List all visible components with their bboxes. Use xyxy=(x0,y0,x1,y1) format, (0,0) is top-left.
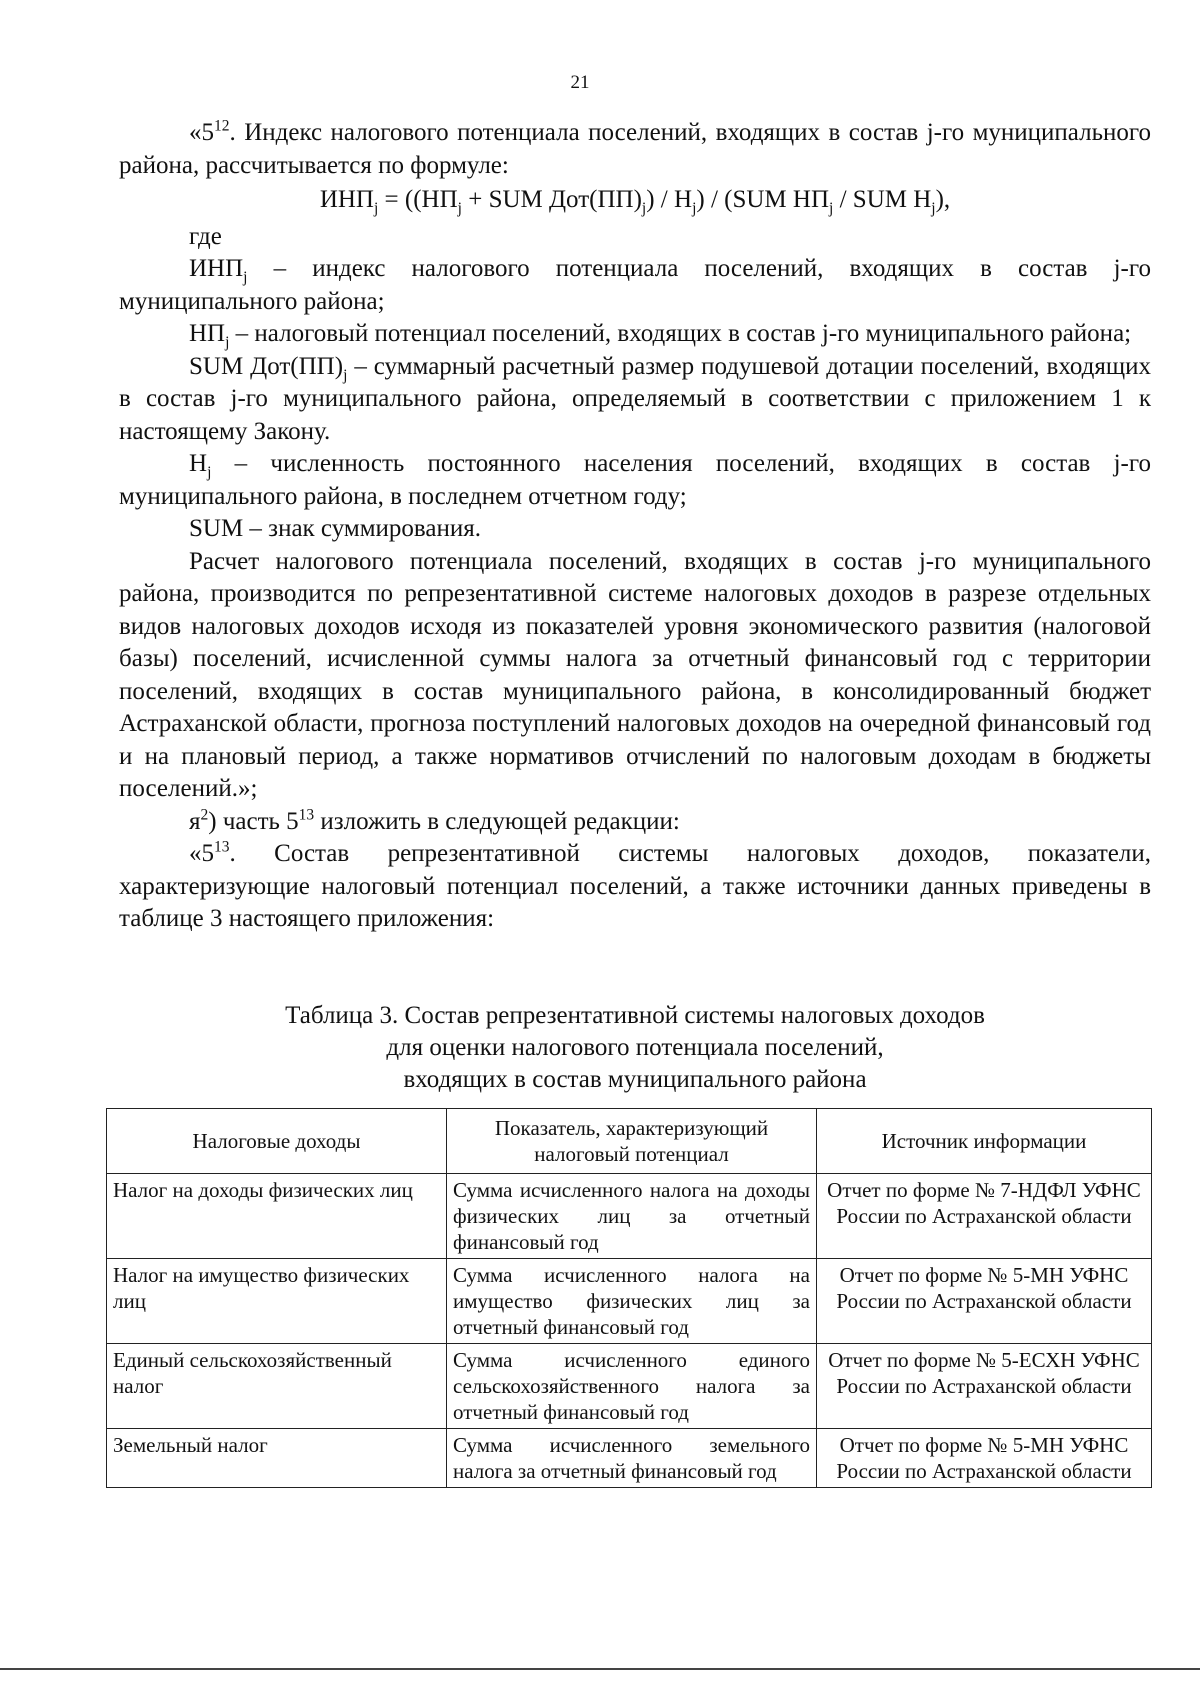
paragraph-5-13-intro: «$5^{13}$. Состав репрезентативной системы налоговых доходов, показатели, характеризующие налоговый потенциал поселений, а также источники данных приведены в таблице 3 настоящего приложения: xyxy=(119,838,1151,932)
cell-tax-name: Единый сельскохозяйственный налог xyxy=(107,1344,447,1429)
cell-tax-name: Земельный налог xyxy=(107,1429,447,1488)
cell-tax-name: Налог на имущество физических лиц xyxy=(107,1259,447,1344)
cell-source: Отчет по форме № 5-МН УФНС России по Астраханской области xyxy=(817,1429,1152,1488)
tax-revenue-table xyxy=(106,1108,1152,1488)
definition-np: $НП_j$ – налоговый потенциал поселений, входящих в состав j-го муниципального района; xyxy=(189,320,1132,351)
table-caption-line: входящих в состав муниципального района xyxy=(403,1066,867,1093)
cell-indicator: Сумма исчисленного земельного налога за отчетный финансовый год xyxy=(447,1429,817,1488)
table-body xyxy=(107,1174,1152,1488)
cell-indicator: Сумма исчисленного единого сельскохозяйственного налога за отчетный финансовый год xyxy=(447,1344,817,1429)
paragraph-5-12-intro: «$5^{12}$. Индекс налогового потенциала поселений, входящих в состав j-го муниципального района, рассчитывается по формуле: xyxy=(119,117,1151,179)
cell-source: Отчет по форме № 7-НДФЛ УФНС России по Астраханской области xyxy=(817,1174,1152,1259)
footer-divider xyxy=(0,1668,1200,1670)
cell-indicator: Сумма исчисленного налога на доходы физических лиц за отчетный финансовый год xyxy=(447,1174,817,1259)
definition-sum: SUM – знак суммирования. xyxy=(189,515,481,542)
cell-indicator: Сумма исчисленного налога на имущество физических лиц за отчетный финансовый год xyxy=(447,1259,817,1344)
table-caption-line: Таблица 3. Состав репрезентативной системы налоговых доходов xyxy=(285,1002,985,1029)
table-row xyxy=(107,1259,1152,1344)
cell-source: Отчет по форме № 5-ЕСХН УФНС России по Астраханской области xyxy=(817,1344,1152,1429)
definition-sum-dot: SUM $Дот(ПП)_j$ – суммарный расчетный размер подушевой дотации поселений, входящих в состав j-го муниципального района, определяемый в соответствии с приложением 1 к настоящему Закону. xyxy=(119,352,1151,445)
table-caption xyxy=(119,1000,1151,1096)
page-number: 21 xyxy=(570,72,590,93)
definition-inp: $ИНП_j$ – индекс налогового потенциала поселений, входящих в состав j-го муниципального района; xyxy=(119,255,1151,315)
cell-tax-name: Налог на доходы физических лиц xyxy=(107,1174,447,1259)
header-source: Источник информации xyxy=(817,1109,1152,1174)
paragraph-where: где xyxy=(189,222,222,250)
header-tax-revenues: Налоговые доходы xyxy=(107,1109,447,1174)
definition-n: $Н_j$ – численность постоянного населения поселений, входящих в состав j-го муниципального района, в последнем отчетном году; xyxy=(119,450,1151,510)
cell-source: Отчет по форме № 5-МН УФНС России по Астраханской области xyxy=(817,1259,1152,1344)
table-row xyxy=(107,1344,1152,1429)
table-header-row xyxy=(107,1109,1152,1174)
header-indicator: Показатель, характеризующий налоговый потенциал xyxy=(447,1109,817,1174)
document-body xyxy=(119,117,1151,936)
paragraph-calculation: Расчет налогового потенциала поселений, входящих в состав j-го муниципального района, производится по репрезентативной системе налоговых доходов в разрезе отдельных видов налоговых доходов исходя из показателей уровня экономического развития (налоговой базы) поселений, исчисленной суммы налога за отчетный финансовый год с территории поселений, входящих в состав муниципального района, в консолидированный бюджет Астраханской области, прогноза поступлений налоговых доходов на очередной финансовый год и на плановый период, а также нормативов отчислений по налоговым доходам в бюджеты поселений.»; xyxy=(119,547,1151,802)
table-row xyxy=(107,1429,1152,1488)
table-caption-line: для оценки налогового потенциала поселений, xyxy=(386,1034,884,1061)
paragraph-amendment: $я^2$) часть $5^{13}$ изложить в следующей редакции: xyxy=(189,806,680,835)
formula-inp: $ИНП_j = ((НП_j$ + SUM $Дот(ПП)_j) / Н_j) / (SUM$ $НП_j$ / SUM $Н_j$), xyxy=(319,186,951,217)
table-row xyxy=(107,1174,1152,1259)
